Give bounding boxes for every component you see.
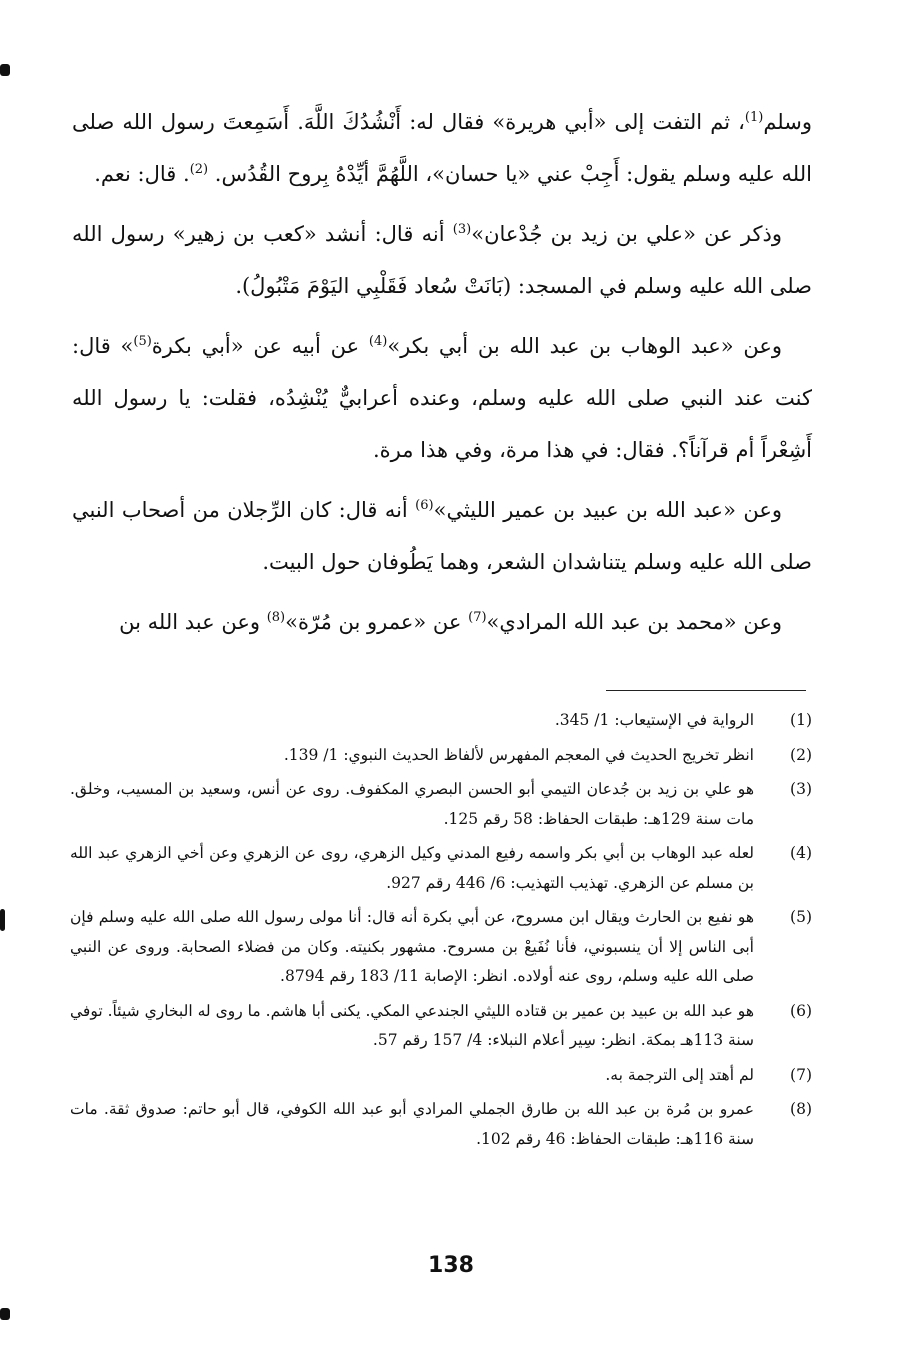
footnote-number: (7) — [790, 1065, 812, 1084]
footnote-ref: (6) — [415, 498, 434, 513]
main-text — [72, 96, 812, 656]
scan-edge-mark — [0, 64, 10, 76]
footnote-text: انظر تخريج الحديث في المعجم المفهرس لألفاظ الحديث النبوي: 1/ 139. — [283, 745, 754, 764]
footnote — [70, 706, 812, 736]
footnote-separator — [606, 690, 806, 691]
footnotes — [70, 706, 812, 1159]
footnote-text: الرواية في الإستيعاب: 1/ 345. — [554, 711, 754, 729]
page-number: 138 — [428, 1253, 474, 1278]
footnote-text: عمرو بن مُرة بن عبد الله بن طارق الجملي المرادي أبو عبد الله الكوفي، قال أبو حاتم: صدوق ثقة. مات سنة 116هـ: طبقات الحفاظ: 46 رقم 102. — [70, 1100, 754, 1148]
footnote — [70, 1061, 812, 1091]
footnote — [70, 1095, 812, 1154]
footnote-ref: (2) — [189, 162, 209, 177]
paragraph: وذكر عن «علي بن زيد بن جُدْعان»$^{(3)}$ أنه قال: أنشد «كعب بن زهير» رسول الله صلى الله عليه وسلم في المسجد: (بَانَتْ سُعاد فَقَلْبِي اليَوْمَ مَتْبُولُ). — [72, 222, 812, 298]
footnote-number: (4) — [790, 844, 812, 862]
footnote — [70, 839, 812, 898]
footnote-number: (5) — [790, 908, 812, 926]
footnote-ref: (5) — [133, 334, 152, 349]
footnote-ref: (7) — [468, 610, 487, 625]
footnote — [70, 741, 812, 771]
footnote-ref: (3) — [452, 222, 472, 237]
footnote — [70, 997, 812, 1056]
footnote-ref: (8) — [266, 610, 286, 625]
paragraph: وعن «عبد الوهاب بن عبد الله بن أبي بكر»$^{(4)}$ عن أبيه عن «أبي بكرة$^{(5)}$» قال: كنت عند النبي صلى الله عليه وسلم، وعنده أعرابيٌّ يُنْشِدُه، فقلت: يا رسول الله أَشِعْراً أم قرآناً؟. فقال: في هذا مرة، وفي هذا مرة. — [72, 334, 812, 462]
paragraph: وعن «محمد بن عبد الله المرادي»$^{(7)}$ عن «عمرو بن مُرّة»$^{(8)}$ وعن عبد الله بن — [119, 610, 782, 634]
footnote-ref: (1) — [744, 110, 764, 125]
footnote-number: (8) — [790, 1100, 812, 1118]
footnote-text: هو علي بن زيد بن جُدعان التيمي أبو الحسن البصري المكفوف. روى عن أنس، وسعيد بن المسيب، وخلق. مات سنة 129هـ: طبقات الحفاظ: 58 رقم 125. — [70, 780, 754, 828]
footnote-text: هو عبد الله بن عبيد بن عمير بن قتاده الليثي الجندعي المكي. يكنى أبا هاشم. ما روى له البخاري شيئاً. توفي سنة 113هـ بمكة. انظر: سِير أعلام النبلاء: 4/ 157 رقم 57. — [70, 1001, 754, 1049]
scan-edge-mark — [0, 909, 5, 931]
scan-edge-mark — [0, 1308, 10, 1320]
footnote-ref: (4) — [368, 334, 388, 349]
footnote — [70, 775, 812, 834]
footnote-number: (1) — [790, 711, 812, 729]
footnote-number: (2) — [790, 745, 812, 764]
footnote-text: لم أهتد إلى الترجمة به. — [605, 1065, 754, 1084]
footnote-text: لعله عبد الوهاب بن أبي بكر واسمه رفيع المدني وكيل الزهري، روى عن الزهري وعن أخي الزهري عبد الله بن مسلم عن الزهري. تهذيب التهذيب: 6/ 446 رقم 927. — [70, 844, 754, 892]
footnote-text: هو نفيع بن الحارث ويقال ابن مسروح، عن أبي بكرة أنه قال: أنا مولى رسول الله صلى الله عليه وسلم فإن أبى الناس إلا أن ينسبوني، فأنا نُفَيعْ بن مسروح. مشهور بكنيته. وكان من فضلاء الصحابة. وروى عن النبي صلى الله عليه وسلم، روى عنه أولاده. انظر: الإصابة 11/ 183 رقم 8794. — [70, 908, 754, 985]
footnote-number: (3) — [790, 780, 812, 798]
paragraph: وسلم$^{(1)}$، ثم التفت إلى «أبي هريرة» فقال له: أَنْشُدُكَ اللَّهَ. أَسَمِعتَ رسول الله صلى الله عليه وسلم يقول: أَجِبْ عني «يا حسان»، اللَّهُمَّ أيِّدْهُ بِروح القُدُس. $^{(2)}$. قال: نعم. — [72, 110, 812, 186]
footnote — [70, 903, 812, 992]
paragraph: وعن «عبد الله بن عبيد بن عمير الليثي»$^{(6)}$ أنه قال: كان الرِّجلان من أصحاب النبي صلى الله عليه وسلم يتناشدان الشعر، وهما يَطُوفان حول البيت. — [72, 498, 812, 574]
footnote-number: (6) — [790, 1001, 812, 1020]
